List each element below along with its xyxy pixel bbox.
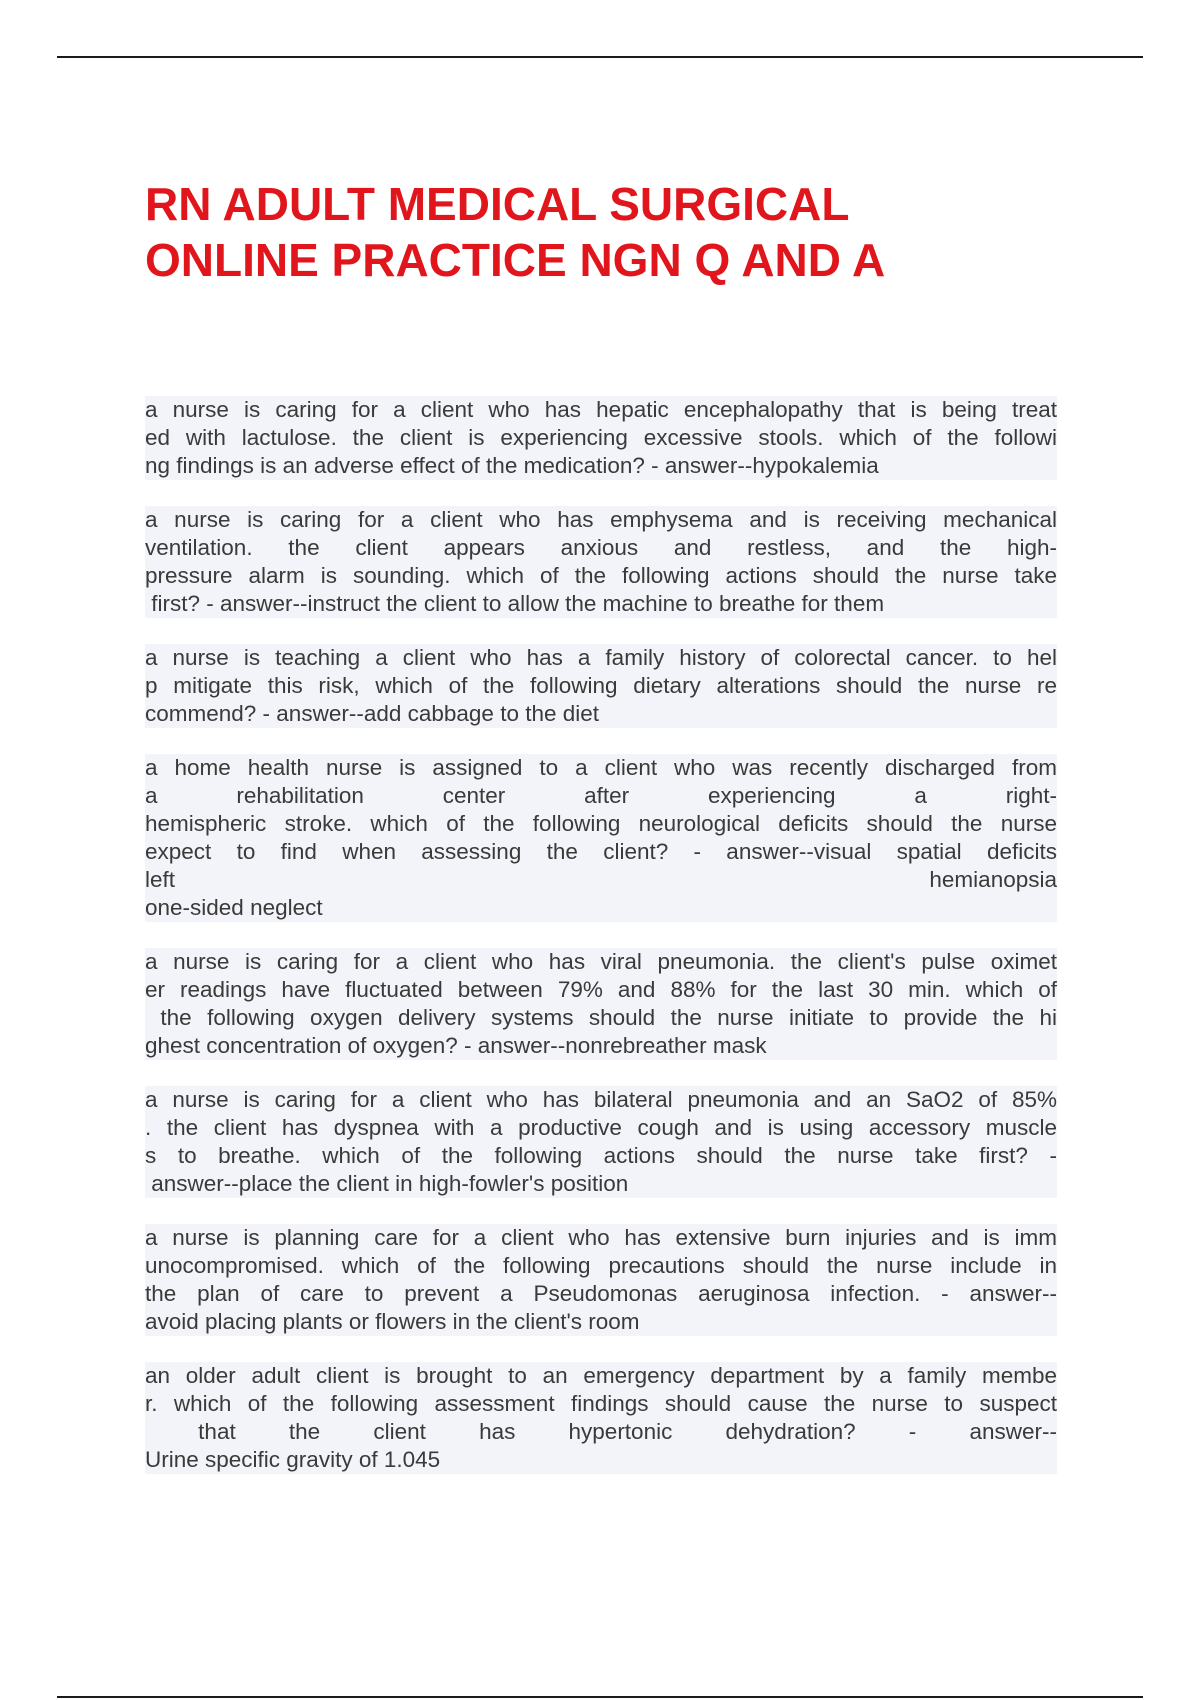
qa-line: a nurse is caring for a client who has bilateral pneumonia and an SaO2 of 85% [145,1087,1057,1112]
qa-line: ventilation. the client appears anxious and restless, and the high- [145,535,1057,560]
qa-line: er readings have fluctuated between 79% and 88% for the last 30 min. which of [145,977,1057,1002]
qa-line: ng findings is an adverse effect of the medication? - answer--hypokalemia [145,452,1057,480]
qa-line: a nurse is caring for a client who has emphysema and is receiving mechanical [145,507,1057,532]
qa-item [145,396,1057,480]
qa-line: ghest concentration of oxygen? - answer--nonrebreather mask [145,1032,1057,1060]
qa-line: avoid placing plants or flowers in the client's room [145,1308,1057,1336]
qa-line: the following oxygen delivery systems should the nurse initiate to provide the hi [145,1005,1057,1030]
qa-item [145,1086,1057,1198]
qa-line: one-sided neglect [145,894,1057,922]
qa-item [145,754,1057,922]
qa-line: pressure alarm is sounding. which of the following actions should the nurse take [145,563,1057,588]
qa-line: hemispheric stroke. which of the following neurological deficits should the nurse [145,811,1057,836]
qa-line: first? - answer--instruct the client to allow the machine to breathe for them [145,590,1057,618]
qa-line: an older adult client is brought to an emergency department by a family membe [145,1363,1057,1388]
top-rule [57,56,1143,58]
qa-line: s to breathe. which of the following actions should the nurse take first? - [145,1143,1057,1168]
qa-line: r. which of the following assessment findings should cause the nurse to suspect [145,1391,1057,1416]
qa-line: . the client has dyspnea with a productive cough and is using accessory muscle [145,1115,1057,1140]
bottom-rule [57,1696,1143,1698]
qa-item [145,1362,1057,1474]
qa-line: the plan of care to prevent a Pseudomonas aeruginosa infection. - answer-- [145,1281,1057,1306]
qa-list [145,396,1057,1500]
qa-line: a nurse is caring for a client who has viral pneumonia. the client's pulse oximet [145,949,1057,974]
qa-line: expect to find when assessing the client? - answer--visual spatial deficits [145,839,1057,864]
qa-line: commend? - answer--add cabbage to the diet [145,700,1057,728]
qa-line: p mitigate this risk, which of the following dietary alterations should the nurse re [145,673,1057,698]
qa-item [145,1224,1057,1336]
qa-line: a home health nurse is assigned to a client who was recently discharged from [145,755,1057,780]
document-title [145,176,1105,288]
qa-line: a nurse is teaching a client who has a family history of colorectal cancer. to hel [145,645,1057,670]
qa-line: ed with lactulose. the client is experiencing excessive stools. which of the followi [145,425,1057,450]
qa-item [145,506,1057,618]
qa-line: answer--place the client in high-fowler's position [145,1170,1057,1198]
qa-line: a nurse is planning care for a client who has extensive burn injuries and is imm [145,1225,1057,1250]
qa-line: a rehabilitation center after experiencing a right- [145,783,1057,808]
qa-line: a nurse is caring for a client who has hepatic encephalopathy that is being treat [145,397,1057,422]
qa-line: left hemianopsia [145,867,1057,892]
qa-item [145,644,1057,728]
qa-line: Urine specific gravity of 1.045 [145,1446,1057,1474]
title-line-2: ONLINE PRACTICE NGN Q AND A [145,234,886,286]
qa-line: that the client has hypertonic dehydration? - answer-- [145,1419,1057,1444]
qa-item [145,948,1057,1060]
title-line-1: RN ADULT MEDICAL SURGICAL [145,178,850,230]
qa-line: unocompromised. which of the following precautions should the nurse include in [145,1253,1057,1278]
